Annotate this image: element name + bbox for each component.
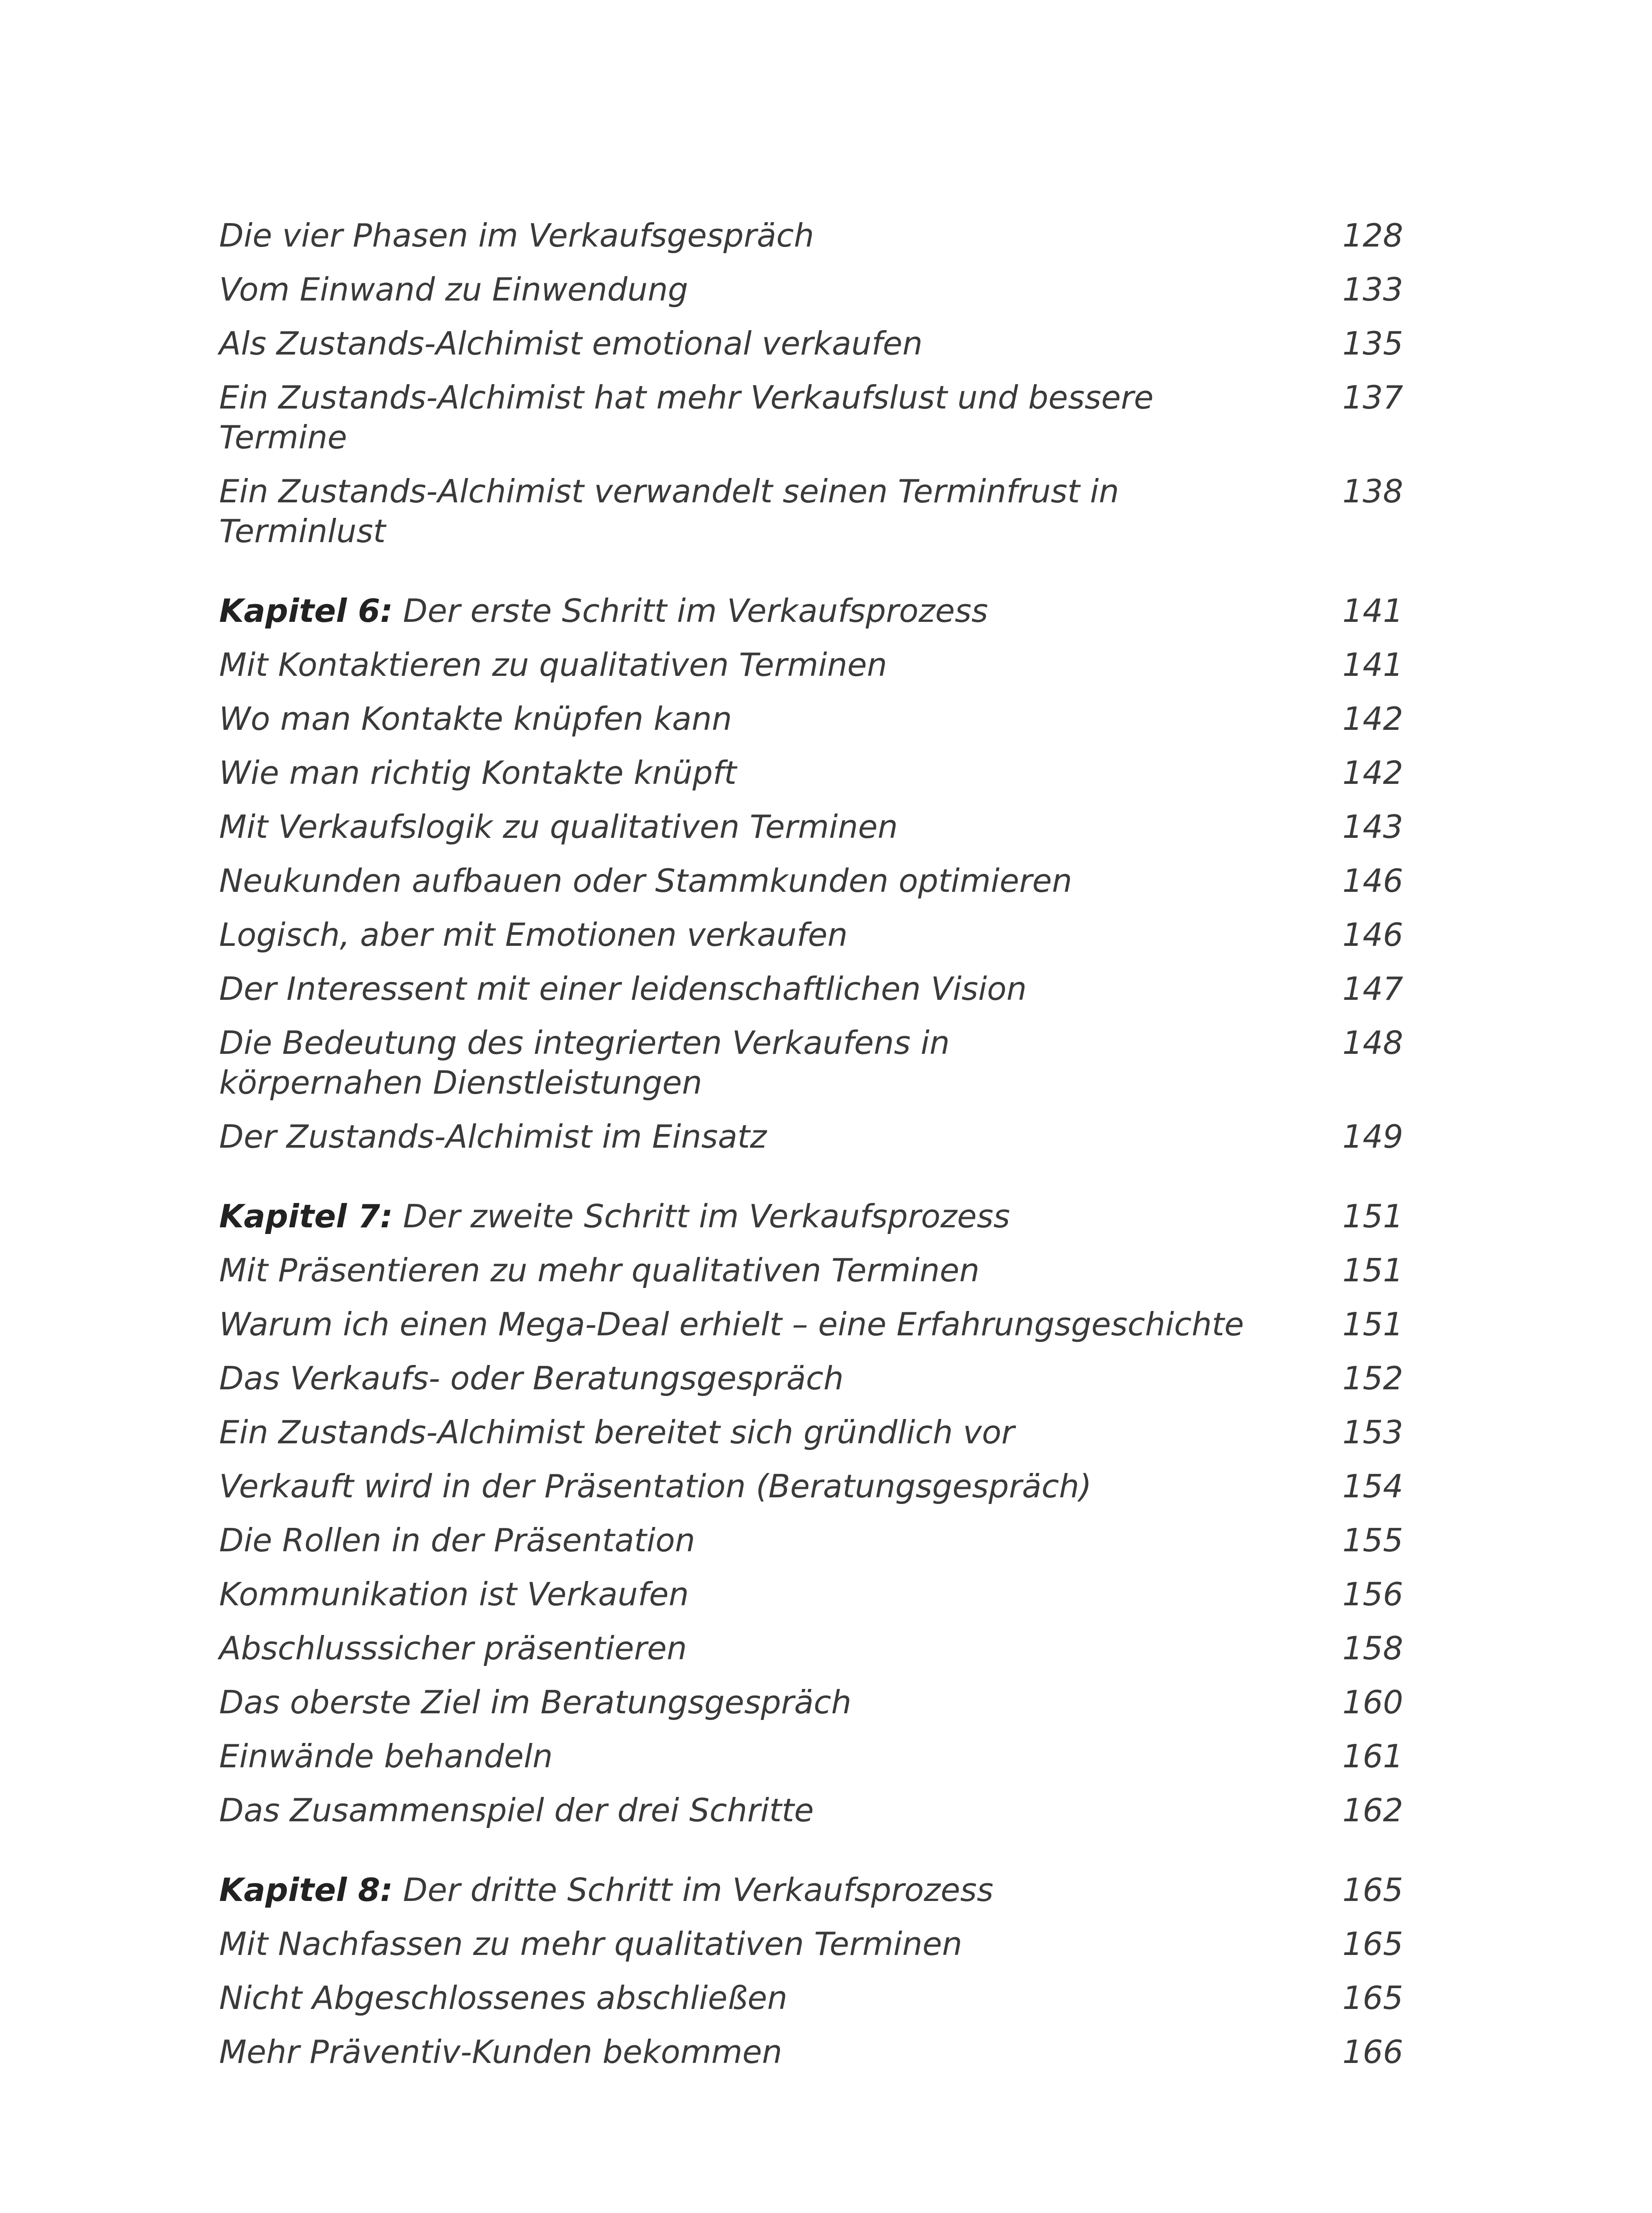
toc-entry-page: 135 <box>1342 325 1403 362</box>
toc-entry <box>219 270 1403 309</box>
toc-entry-page: 154 <box>1342 1468 1403 1505</box>
chapter-title: Der zweite Schritt im Verkaufsprozess <box>393 1198 1010 1235</box>
toc-entry-title: Mit Verkaufslogik zu qualitativen Terminen <box>219 808 898 845</box>
toc-entry <box>219 1304 1403 1344</box>
toc-entry <box>219 471 1403 551</box>
chapter-heading-6 <box>219 591 1403 631</box>
chapter-label: Kapitel 6: <box>219 592 393 629</box>
toc-entry-page: 133 <box>1342 271 1403 308</box>
toc-entry-page: 146 <box>1342 916 1403 953</box>
toc-entry <box>219 1520 1403 1560</box>
toc-entry-page: 147 <box>1342 970 1403 1007</box>
toc-entry-page: 161 <box>1342 1738 1403 1775</box>
toc-entry-title: Logisch, aber mit Emotionen verkaufen <box>219 916 848 953</box>
toc-entry-page: 148 <box>1342 1024 1403 1061</box>
toc-entry <box>219 1736 1403 1776</box>
toc-entry-title: Wie man richtig Kontakte knüpft <box>219 754 737 791</box>
toc-entry-page: 166 <box>1342 2033 1403 2070</box>
toc-entry-title: Das oberste Ziel im Beratungsgespräch <box>219 1684 852 1721</box>
toc-entry <box>219 1978 1403 2018</box>
table-of-contents <box>219 216 1403 2086</box>
chapter-label: Kapitel 8: <box>219 1871 393 1908</box>
toc-entry <box>219 699 1403 739</box>
toc-entry <box>219 1682 1403 1722</box>
toc-entry <box>219 861 1403 901</box>
chapter-heading-title <box>219 591 1317 631</box>
toc-entry-page: 146 <box>1342 862 1403 899</box>
toc-entry-title: Die Bedeutung des integrierten Verkaufens in körpernahen Dienstleistungen <box>219 1024 950 1101</box>
toc-entry-page: 141 <box>1342 646 1403 683</box>
toc-entry-page: 137 <box>1342 379 1403 416</box>
toc-entry-page: 143 <box>1342 808 1403 845</box>
toc-entry <box>219 216 1403 255</box>
chapter-heading-title <box>219 1196 1317 1236</box>
toc-entry-page: 156 <box>1342 1576 1403 1613</box>
chapter-page: 151 <box>1342 1198 1403 1235</box>
toc-entry-page: 158 <box>1342 1630 1403 1667</box>
toc-entry <box>219 1466 1403 1506</box>
toc-entry-title: Mehr Präventiv-Kunden bekommen <box>219 2033 783 2070</box>
toc-entry-title: Wo man Kontakte knüpfen kann <box>219 700 732 737</box>
chapter-label: Kapitel 7: <box>219 1198 393 1235</box>
toc-entry <box>219 1250 1403 1290</box>
toc-entry <box>219 2032 1403 2072</box>
toc-entry-title: Ein Zustands-Alchimist hat mehr Verkaufslust und bessere Termine <box>219 379 1154 456</box>
toc-entry-page: 152 <box>1342 1360 1403 1397</box>
toc-entry-title: Warum ich einen Mega-Deal erhielt – eine Erfahrungsgeschichte <box>219 1306 1244 1343</box>
chapter-heading-title <box>219 1870 1317 1910</box>
toc-entry-page: 153 <box>1342 1414 1403 1451</box>
toc-entry-page: 165 <box>1342 1925 1403 1962</box>
toc-entry-title: Der Interessent mit einer leidenschaftlichen Vision <box>219 970 1027 1007</box>
toc-entry-title: Ein Zustands-Alchimist verwandelt seinen Terminfrust in Terminlust <box>219 473 1119 550</box>
toc-entry-title: Neukunden aufbauen oder Stammkunden optimieren <box>219 862 1072 899</box>
toc-entry-title: Die vier Phasen im Verkaufsgespräch <box>219 217 814 254</box>
toc-entry-title: Das Zusammenspiel der drei Schritte <box>219 1792 814 1829</box>
toc-entry <box>219 645 1403 685</box>
toc-entry-page: 149 <box>1342 1118 1403 1155</box>
chapter-page: 165 <box>1342 1871 1403 1908</box>
toc-entry-title: Einwände behandeln <box>219 1738 553 1775</box>
toc-entry-title: Vom Einwand zu Einwendung <box>219 271 688 308</box>
chapter-title: Der dritte Schritt im Verkaufsprozess <box>393 1871 994 1908</box>
toc-entry-page: 155 <box>1342 1522 1403 1559</box>
toc-entry <box>219 915 1403 955</box>
toc-entry-title: Ein Zustands-Alchimist bereitet sich gründlich vor <box>219 1414 1015 1451</box>
toc-entry <box>219 324 1403 363</box>
toc-entry-title: Als Zustands-Alchimist emotional verkaufen <box>219 325 923 362</box>
toc-entry-title: Verkauft wird in der Präsentation (Beratungsgespräch) <box>219 1468 1092 1505</box>
toc-entry <box>219 1358 1403 1398</box>
toc-entry-title: Mit Kontaktieren zu qualitativen Terminen <box>219 646 888 683</box>
toc-entry-title: Mit Präsentieren zu mehr qualitativen Terminen <box>219 1252 980 1289</box>
toc-entry <box>219 378 1403 457</box>
toc-entry <box>219 753 1403 793</box>
toc-entry <box>219 807 1403 847</box>
chapter-title: Der erste Schritt im Verkaufsprozess <box>393 592 988 629</box>
toc-entry <box>219 1628 1403 1668</box>
toc-entry-title: Die Rollen in der Präsentation <box>219 1522 695 1559</box>
toc-entry-title: Kommunikation ist Verkaufen <box>219 1576 689 1613</box>
toc-entry-page: 165 <box>1342 1979 1403 2016</box>
toc-entry-page: 142 <box>1342 700 1403 737</box>
toc-entry-page: 162 <box>1342 1792 1403 1829</box>
toc-entry-title: Mit Nachfassen zu mehr qualitativen Terminen <box>219 1925 962 1962</box>
chapter-heading-7 <box>219 1196 1403 1236</box>
toc-entry <box>219 1117 1403 1157</box>
toc-entry <box>219 1790 1403 1830</box>
toc-entry-page: 142 <box>1342 754 1403 791</box>
toc-entry <box>219 969 1403 1009</box>
toc-entry-page: 160 <box>1342 1684 1403 1721</box>
toc-entry-page: 151 <box>1342 1252 1403 1289</box>
toc-entry <box>219 1924 1403 1964</box>
toc-entry <box>219 1412 1403 1452</box>
toc-entry <box>219 1023 1403 1103</box>
toc-entry-title: Der Zustands-Alchimist im Einsatz <box>219 1118 767 1155</box>
toc-entry <box>219 1574 1403 1614</box>
toc-entry-title: Das Verkaufs- oder Beratungsgespräch <box>219 1360 844 1397</box>
toc-entry-page: 138 <box>1342 473 1403 510</box>
toc-entry-title: Abschlusssicher präsentieren <box>219 1630 687 1667</box>
toc-entry-page: 128 <box>1342 217 1403 254</box>
toc-entry-page: 151 <box>1342 1306 1403 1343</box>
chapter-page: 141 <box>1342 592 1403 629</box>
toc-entry-title: Nicht Abgeschlossenes abschließen <box>219 1979 787 2016</box>
chapter-heading-8 <box>219 1870 1403 1910</box>
